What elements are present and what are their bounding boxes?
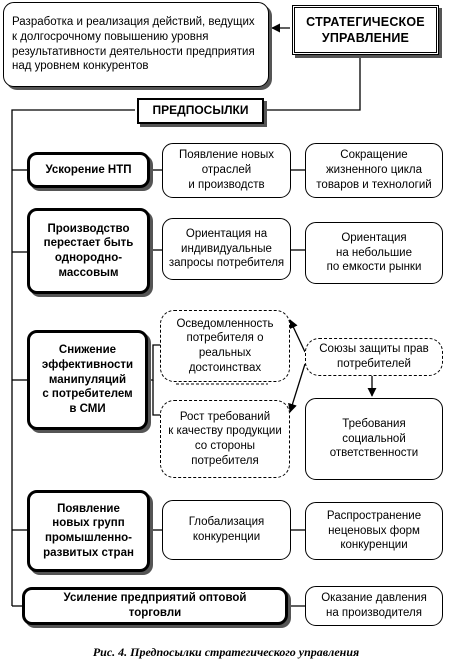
premise-wholesale: Усиление предприятий оптовой торговли [22, 587, 288, 625]
arrow-unions-to-awareness [290, 320, 305, 352]
title-box: СТРАТЕГИЧЕСКОЕ УПРАВЛЕНИЕ [292, 5, 439, 55]
effect-quality-demands: Рост требований к качеству продукции со стороны потребителя [160, 400, 290, 478]
premise-media-manipulation: Снижение эффективности манипуляций с потребителем в СМИ [27, 330, 148, 430]
effect-consumer-awareness: Осведомленность потребителя о реальных достоинствах [160, 310, 290, 382]
goal-box: Разработка и реализация действий, ведущих к долгосрочному повышению уровня результативности деятельности предприятия над уровнем конкурентов [3, 2, 269, 87]
outcome-small-markets: Ориентация на небольшие по емкости рынки [305, 222, 443, 284]
premise-production: Производство перестает быть однородно- массовым [27, 208, 150, 294]
effect-new-industries: Появление новых отраслей и производств [162, 143, 291, 198]
figure-caption: Рис. 4. Предпосылки стратегического управления [92, 645, 360, 659]
link-media-demands [153, 380, 160, 415]
line-title-to-premises [265, 55, 360, 110]
outcome-social-responsibility: Требования социальной ответственности [305, 398, 443, 480]
outcome-nonprice-competition: Распространение неценовых форм конкуренции [305, 502, 443, 560]
link-media-awareness [148, 345, 160, 380]
outcome-consumer-unions: Союзы защиты прав потребителей [305, 338, 443, 376]
premise-ntp: Ускорение НТП [27, 152, 150, 188]
premise-new-industrial-countries: Появление новых групп промышленно- развитых стран [27, 490, 150, 572]
effect-globalization: Глобализация конкуренции [162, 500, 291, 560]
arrow-unions-to-demands [290, 364, 305, 412]
effect-individual-requests: Ориентация на индивидуальные запросы потребителя [162, 218, 291, 280]
outcome-lifecycle-reduction: Сокращение жизненного цикла товаров и технологий [305, 143, 443, 198]
outcome-pressure-on-producer: Оказание давления на производителя [305, 586, 443, 626]
premises-header: ПРЕДПОСЫЛКИ [137, 98, 264, 124]
